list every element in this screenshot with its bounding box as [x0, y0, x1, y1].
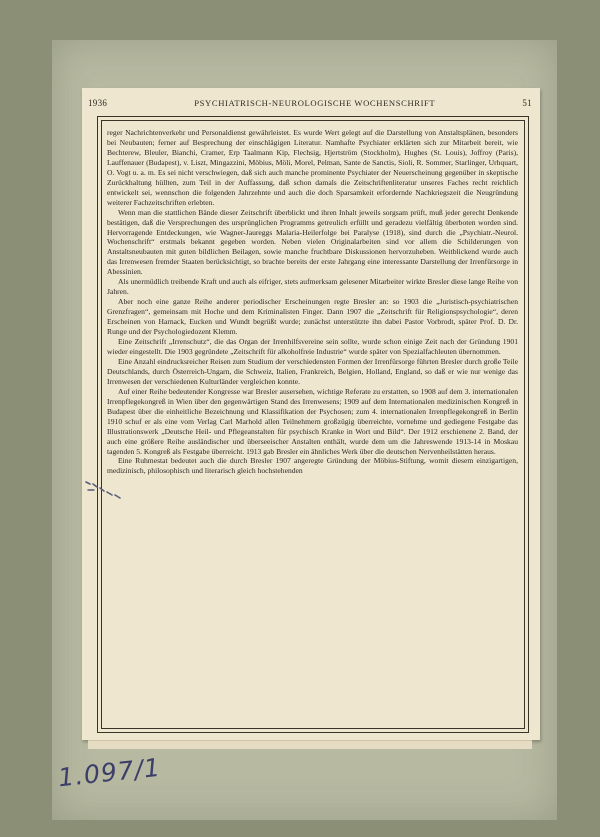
paragraph: Wenn man die stattlichen Bände dieser Zeitschrift überblickt und ihren Inhalt jeweils sorgsam prüft, muß jeder gerecht Denkende bestätigen, daß die Versprechungen des ursprünglichen Programms getreulich erfüllt und geradezu vielfältig überboten worden sind. Hervorragende Entdeckungen, wie Wagner-Jaureggs Malaria-Heilerfolge bei Paralyse (1918), sind durch die „Psychiatr.-Neurol. Wochenschrift“ erstmals bekannt gegeben worden. Neben vielen Originalarbeiten sind vor allem die Schilderungen von Anstaltsneubauten mit guten bildlichen Beilagen, sowie manche fruchtbare Diskussionen hervorzuheben. Weitblickend wurde auch das Irrenwesen fremder Staaten berücksichtigt, so brachte bereits der erste Jahrgang eine interessante Darstellung der Irrenfürsorge in Abessinien. — [107, 207, 518, 277]
paragraph: Aber noch eine ganze Reihe anderer periodischer Erscheinungen regte Bresler an: so 1903 die „Juristisch-psychiatrischen Grenzfragen“, gemeinsam mit Hoche und dem Kriminalisten Finger. Dann 1907 die „Zeitschrift für Religionspsychologie“, deren Erscheinen von Harnack, Eucken und Wundt begrüßt wurde; zunächst unterstützte ihn dabei Pastor Vorbrodt, später Prof. D. Dr. Runge und der Psychologiedozent Klemm. — [107, 297, 518, 337]
paragraph: Auf einer Reihe bedeutender Kongresse war Bresler ausersehen, wichtige Referate zu erstatten, so 1908 auf dem 3. internationalen Irrenpflegekongreß in Wien über den gegenwärtigen Stand des Irrenwesens; 1909 auf dem Internationalen medizinischen Kongreß in Budapest über die einheitliche Bezeichnung und Klassifikation der Psychosen; zum 4. internationalen Irrenpflegekongreß in Berlin 1910 schuf er als eine vom Verlag Carl Marhold allen Teilnehmern großzügig überreichte, vornehme und gediegene Festgabe das Illustrationswerk „Deutsche Heil- und Pflegeanstalten für psychisch Kranke in Wort und Bild“. Der 1912 erschienene 2. Band, der auch eine größere Reihe ausländischer und überseeischer Anstalten enthält, wurde dem um die Jahreswende 1913-14 in Moskau tagenden 5. Kongreß als Festgabe überreicht. 1913 gab Bresler ein ähnliches Werk über die deutschen Nervenheilstätten heraus. — [107, 386, 518, 456]
clipping-bottom-strip — [88, 740, 532, 749]
article-body — [107, 128, 518, 724]
paragraph: Eine Ruhmestat bedeutet auch die durch Bresler 1907 angeregte Gründung der Möbius-Stiftung, womit diesem einzigartigen, medizinisch, philosophisch und literarisch gleich hochstehenden — [107, 456, 518, 476]
journal-title: PSYCHIATRISCH-NEUROLOGISCHE WOCHENSCHRIFT — [194, 98, 436, 108]
page-header — [88, 94, 532, 112]
header-year: 1936 — [88, 98, 108, 108]
handwritten-archive-number: 1.097/1 — [56, 752, 163, 793]
paragraph: Eine Anzahl eindrucksreicher Reisen zum Studium der verschiedensten Formen der Irrenfürsorge führten Bresler durch große Teile Deutschlands, durch Österreich-Ungarn, die Schweiz, Italien, Frankreich, Belgien, Holland, England, so daß er wie nur wenige das Irrenwesen der verschiedenen Kulturländer vergleichen konnte. — [107, 356, 518, 386]
page-number: 51 — [522, 98, 532, 108]
pencil-mark-icon — [84, 478, 124, 500]
paragraph: Als unermüdlich treibende Kraft und auch als eifriger, stets aufmerksam gelesener Mitarbeiter wirkte Bresler diese lange Reihe von Jahren. — [107, 277, 518, 297]
paragraph: Eine Zeitschrift „Irrenschutz“, die das Organ der Irrenhilfsvereine sein sollte, wurde schon einige Zeit nach der Gründung 1901 wieder eingestellt. Die 1903 gegründete „Zeitschrift für alkoholfreie Industrie“ wurde später von Spezialfachleuten übernommen. — [107, 337, 518, 356]
paragraph: reger Nachrichtenverkehr und Personaldienst gewährleistet. Es wurde Wert gelegt auf die Darstellung von Anstaltsplänen, besonders bei Neubauten; ferner auf Besprechung der einschlägigen Literatur. Namhafte Psychiater erklärten sich zur Mitarbeit bereit, wie Bechterew, Bleuler, Bianchi, Cramer, Erp Taalmann Kip, Flechsig, Hjertström (Stockholm), Hughes (St. Louis), Joffroy (Paris), Lauffenauer (Budapest), v. Liszt, Mingazzini, Möbius, Möli, Morel, Pelman, Sante de Sanctis, Sioli, R. Sommer, Starlinger, Urhquart, O. Vogt u. a. m. Es sei nicht verschwiegen, daß sich auch manche prominente Psychiater der Neuerscheinung gegenüber in skeptische Zurückhaltung hüllten, zum Teil in der Auffassung, daß schon damals die Zeitschriftenliteratur unseres Faches recht reichlich entwickelt sei, wennschon die folgenden Jahrzehnte und auch die doch Sparsamkeit erfordernde Nachkriegszeit die Neugründung weiterer Fachzeitschriften erlebten. — [107, 128, 518, 207]
